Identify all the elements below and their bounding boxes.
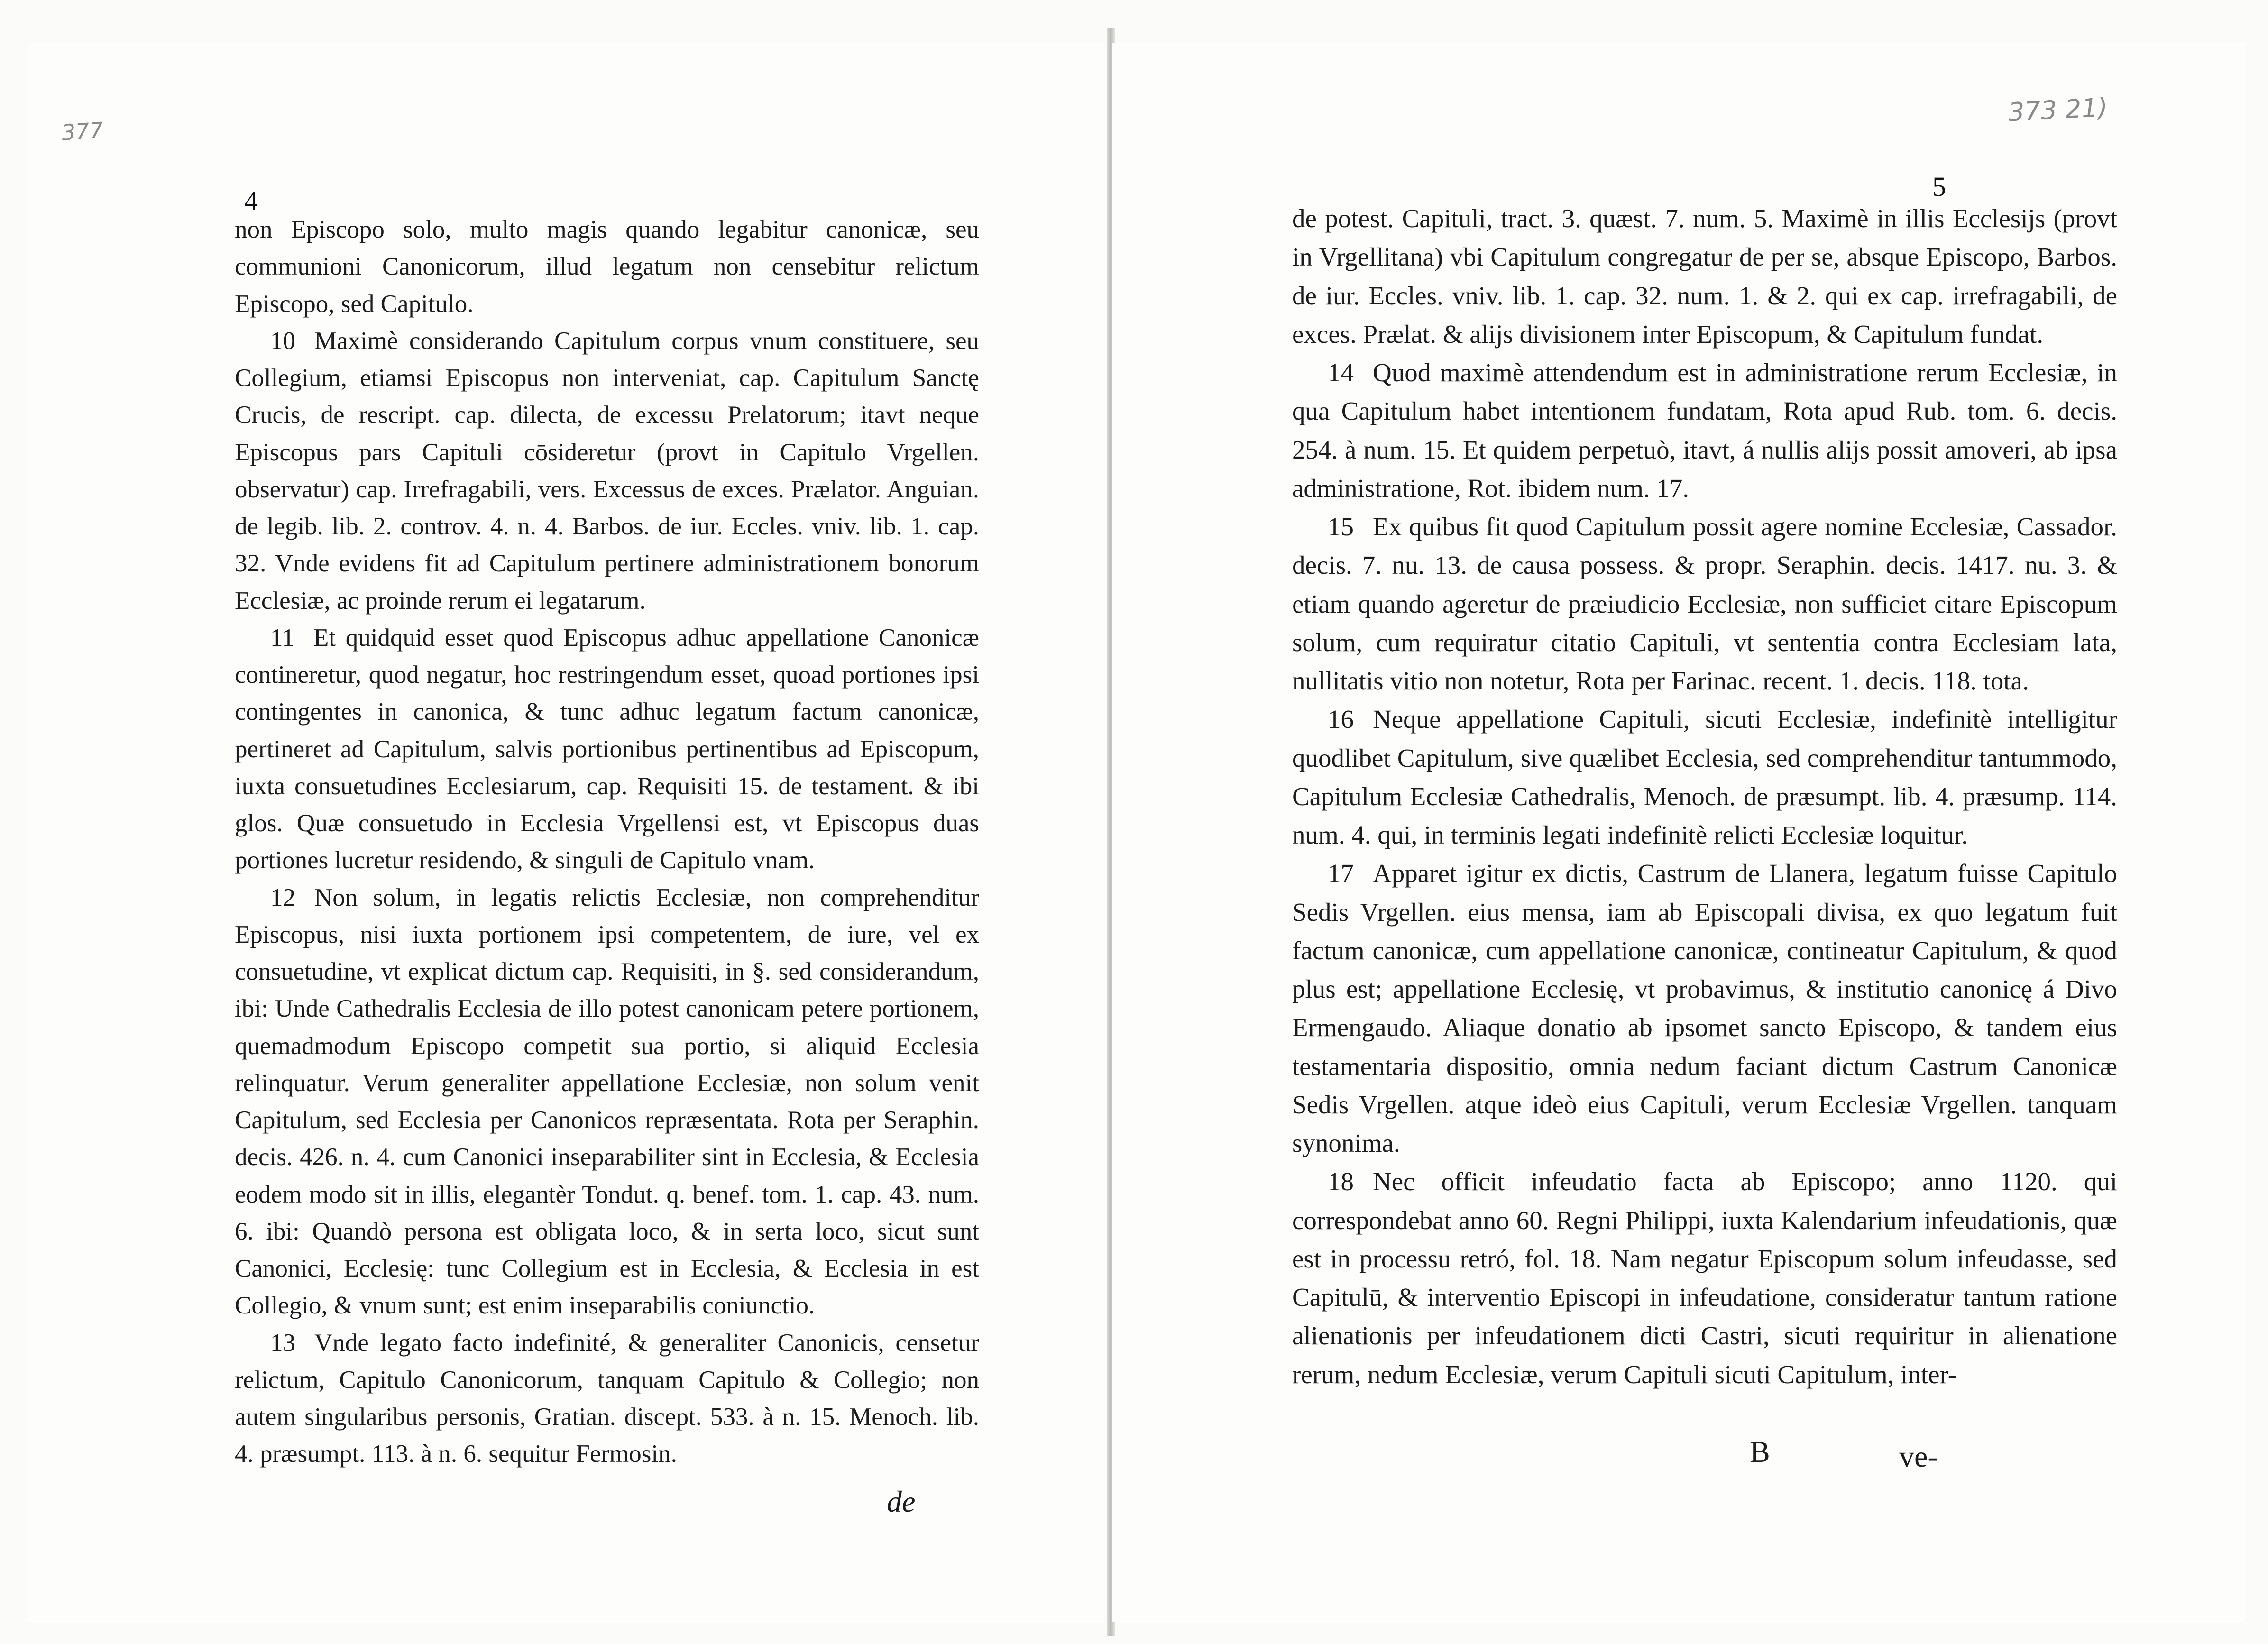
paragraph-text: Ex quibus fit quod Capitulum possit agere nomine Ecclesiæ, Cassador. decis. 7. nu. 13. de causa possess. & propr. Seraphin. decis. 1417. nu. 3. & etiam quando ageretur de præiudicio Ecclesiæ, non sufficiet citare Episcopum solum, cum requiratur citatio Capituli, vt sententia contra Ecclesiam lata, nullitatis vitio non notetur, Rota per Farinac. recent. 1. decis. 118. tota. [1292, 512, 2117, 695]
right-paragraph [1292, 199, 2117, 353]
left-paragraph [235, 1324, 979, 1473]
right-paragraph [1292, 700, 2117, 854]
paragraph-number: 16 [1328, 705, 1354, 734]
paragraph-number: 10 [270, 327, 295, 355]
paragraph-number: 14 [1328, 358, 1354, 387]
paragraph-text: Apparet igitur ex dictis, Castrum de Llanera, legatum fuisse Capitulo Sedis Vrgellen. eius mensa, iam ab Episcopali divisa, ex quo legatum fuit factum canonicæ, cum appellatione canonicæ, contineatur Capitulum, & quod plus est; appellatione Ecclesię, vt probavimus, & institutio canonicę á Divo Ermengaudo. Aliaque donatio ab ipsomet sancto Episcopo, & tandem eius testamentaria dispositio, omnia nedum faciant dictum Castrum Canonicæ Sedis Vrgellen. atque ideò eius Capituli, verum Ecclesiæ Vrgellen. tanquam synonima. [1292, 859, 2117, 1157]
paragraph-text: Nec officit infeudatio facta ab Episcopo; anno 1120. qui correspondebat anno 60. Regni Philippi, iuxta Kalendarium infeudationis, quæ est in processu retró, fol. 18. Nam negatur Episcopum solum infeudasse, sed Capitulū, & interventio Episcopi in infeudatione, consideratur tantum ratione alienationis per infeudationem dicti Castri, sicuti requiritur in alienatione rerum, nedum Ecclesiæ, verum Capituli sicuti Capitulum, inter- [1292, 1167, 2117, 1389]
page-number-left: 4 [244, 185, 258, 216]
paragraph-text: Maximè considerando Capitulum corpus vnum constituere, seu Collegium, etiamsi Episcopus non interveniat, cap. Capitulum Sanctę Crucis, de rescript. cap. dilecta, de excessu Prelatorum; itavt neque Episcopus pars Capituli cōsideretur (provt in Capitulo Vrgellen. observatur) cap. Irrefragabili, vers. Excessus de exces. Prælator. Anguian. de legib. lib. 2. controv. 4. n. 4. Barbos. de iur. Eccles. vniv. lib. 1. cap. 32. Vnde evidens fit ad Capitulum pertinere administrationem bonorum Ecclesiæ, ac proinde rerum ei legatarum. [235, 327, 979, 615]
paragraph-text: Neque appellatione Capituli, sicuti Ecclesiæ, indefinitè intelligitur quodlibet Capitulum, sive quælibet Ecclesia, sed comprehenditur tantummodo, Capitulum Ecclesiæ Cathedralis, Menoch. de præsumpt. lib. 4. præsump. 114. num. 4. qui, in terminis legati indefinitè relicti Ecclesiæ loquitur. [1292, 705, 2117, 849]
paragraph-text: Et quidquid esset quod Episcopus adhuc appellatione Canonicæ contineretur, quod negatur, hoc restringendum esset, quoad portiones ipsi contingentes in canonica, & tunc adhuc legatum factum canonicæ, pertineret ad Capitulum, salvis portionibus pertinentibus ad Episcopum, iuxta consuetudines Ecclesiarum, cap. Requisiti 15. de testament. & ibi glos. Quæ consuetudo in Ecclesia Vrgellensi est, vt Episcopus duas portiones lucretur residendo, & singuli de Capitulo vnam. [235, 624, 979, 874]
right-page [1112, 43, 2245, 1622]
catchword-left: de [887, 1485, 916, 1518]
left-paragraph [235, 322, 979, 619]
left-paragraph [235, 619, 979, 879]
right-paragraph [1292, 507, 2117, 700]
left-page-text [235, 211, 979, 1473]
paragraph-number: 17 [1328, 859, 1354, 888]
left-paragraph [235, 211, 979, 322]
right-paragraph [1292, 353, 2117, 507]
paragraph-number: 13 [270, 1329, 295, 1357]
paragraph-text: de potest. Capituli, tract. 3. quæst. 7. num. 5. Maximè in illis Ecclesijs (provt in Vrgellitana) vbi Capitulum congregatur de per se, absque Episcopo, Barbos. de iur. Eccles. vniv. lib. 1. cap. 32. num. 1. & 2. qui ex cap. irrefragabili, de exces. Prælat. & alijs divisionem inter Episcopum, & Capitulum fundat. [1292, 204, 2117, 349]
right-page-text [1292, 199, 2117, 1394]
left-page [28, 43, 1105, 1622]
paragraph-number: 12 [270, 883, 295, 911]
pencil-folio-mark-left: 377 [61, 117, 104, 146]
paragraph-text: Quod maximè attendendum est in administratione rerum Ecclesiæ, in qua Capitulum habet intentionem fundatam, Rota apud Rub. tom. 6. decis. 254. à num. 15. Et quidem perpetuò, itavt, á nullis alijs possit amoveri, ab ipsa administratione, Rot. ibidem num. 17. [1292, 358, 2117, 503]
right-paragraph [1292, 1162, 2117, 1394]
page-number-right: 5 [1932, 171, 1946, 202]
paragraph-text: non Episcopo solo, multo magis quando legabitur canonicæ, seu communioni Canonicorum, illud legatum non censebitur relictum Episcopo, sed Capitulo. [235, 216, 979, 318]
paragraph-number: 15 [1328, 512, 1354, 541]
pencil-folio-mark-right: 373 21) [2007, 92, 2109, 128]
catchword-right: ve- [1899, 1440, 1938, 1473]
right-paragraph [1292, 854, 2117, 1162]
left-paragraph [235, 879, 979, 1324]
paragraph-text: Non solum, in legatis relictis Ecclesiæ, non comprehenditur Episcopus, nisi iuxta portionem ipsi competentem, de iure, vel ex consuetudine, vt explicat dictum cap. Requisiti, in §. sed considerandum, ibi: Unde Cathedralis Ecclesia de illo potest canonicam petere portionem, quemadmodum Episcopo competit sua portio, si aliquid Ecclesia relinquatur. Verum generaliter appellatione Ecclesiæ, non solum venit Capitulum, sed Ecclesia per Canonicos repræsentata. Rota per Seraphin. decis. 426. n. 4. cum Canonici inseparabiliter sint in Ecclesia, & Ecclesia eodem modo sit in illis, elegantèr Tondut. q. benef. tom. 1. cap. 43. num. 6. ibi: Quandò persona est obligata loco, & in serta loco, sicut sunt Canonici, Ecclesię: tunc Collegium est in Ecclesia, & Ecclesia in est Collegio, & vnum sunt; est enim inseparabilis coniunctio. [235, 883, 979, 1320]
signature-mark: B [1750, 1435, 1770, 1469]
paragraph-text: Vnde legato facto indefinité, & generaliter Canonicis, censetur relictum, Capitulo Canonicorum, tanquam Capitulo & Collegio; non autem singularibus personis, Gratian. discept. 533. à n. 15. Menoch. lib. 4. præsumpt. 113. à n. 6. sequitur Fermosin. [235, 1329, 979, 1468]
paragraph-number: 18 [1328, 1167, 1354, 1196]
paragraph-number: 11 [270, 624, 295, 652]
